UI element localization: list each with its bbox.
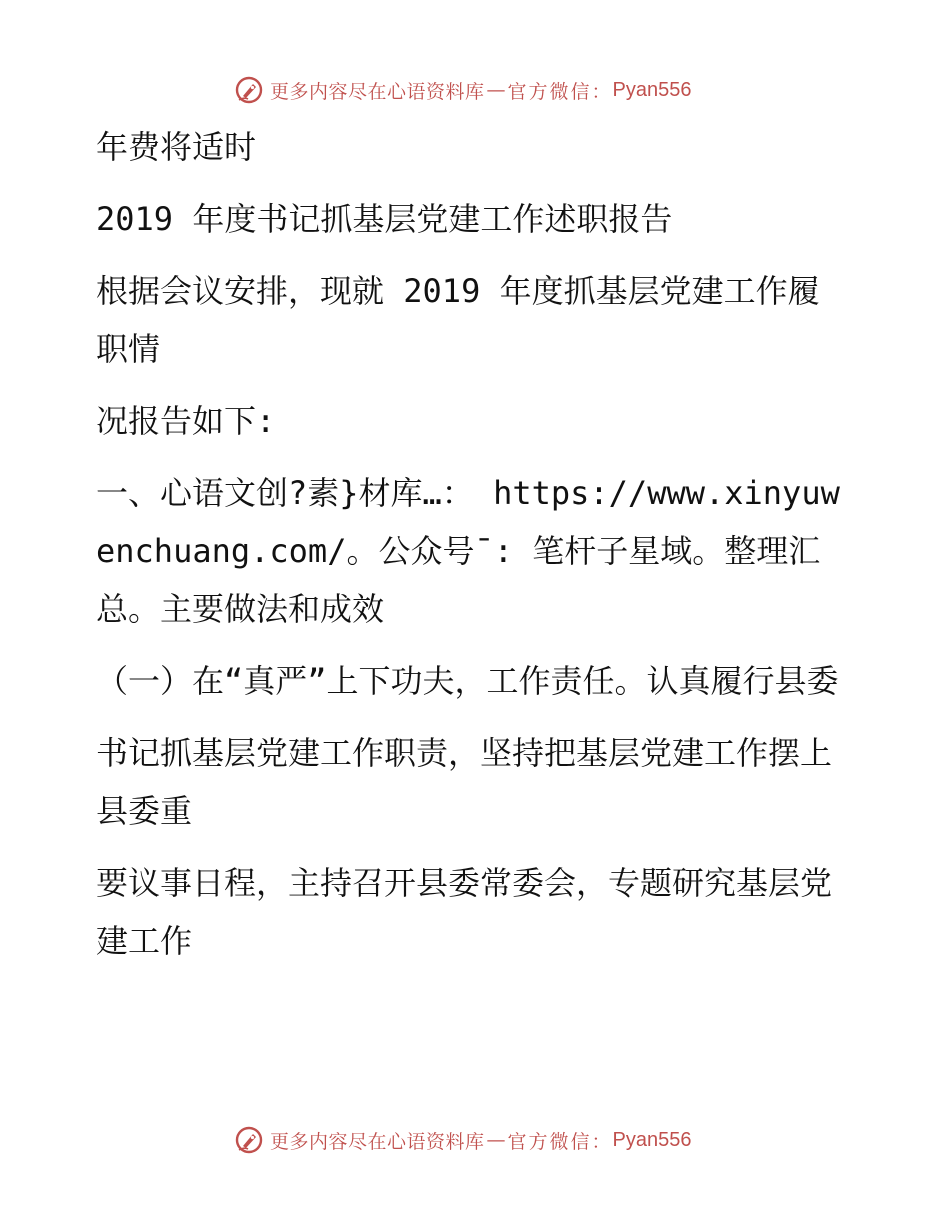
watermark-wechat-label: 官方微信： — [507, 80, 613, 103]
watermark-separator: — — [486, 79, 506, 101]
watermark-text: 更多内容尽在心语资料库 — [270, 1130, 485, 1153]
paragraph-3: 根据会议安排，现就 2019 年度抓基层党建工作履职情 — [96, 272, 820, 368]
pen-nib-circle-icon — [234, 75, 264, 105]
watermark-wechat-id: Pyan556 — [612, 78, 692, 101]
watermark-footer — [234, 1122, 692, 1158]
paragraph-7: 书记抓基层党建工作职责，坚持把基层党建工作摆上县委重 — [96, 734, 833, 830]
watermark-separator: — — [486, 1129, 506, 1151]
paragraph-6: （一）在“真严”上下功夫，工作责任。认真履行县委 — [96, 662, 839, 700]
document-body — [96, 118, 841, 984]
watermark-wechat-id: Pyan556 — [612, 1128, 692, 1151]
paragraph-1: 年费将适时 — [96, 128, 257, 166]
paragraph-4: 况报告如下: — [96, 402, 276, 440]
paragraph-5: 一、心语文创?素}材库…： https://www.xinyuwenchuang.com/。公众号¯: 笔杆子星域。整理汇总。主要做法和成效 — [96, 474, 840, 628]
paragraph-8: 要议事日程，主持召开县委常委会，专题研究基层党建工作 — [96, 864, 833, 960]
watermark-wechat-label: 官方微信： — [507, 1130, 613, 1153]
pen-nib-circle-icon — [234, 1125, 264, 1155]
watermark-header — [234, 72, 692, 108]
watermark-text: 更多内容尽在心语资料库 — [270, 80, 485, 103]
paragraph-2: 2019 年度书记抓基层党建工作述职报告 — [96, 200, 673, 238]
